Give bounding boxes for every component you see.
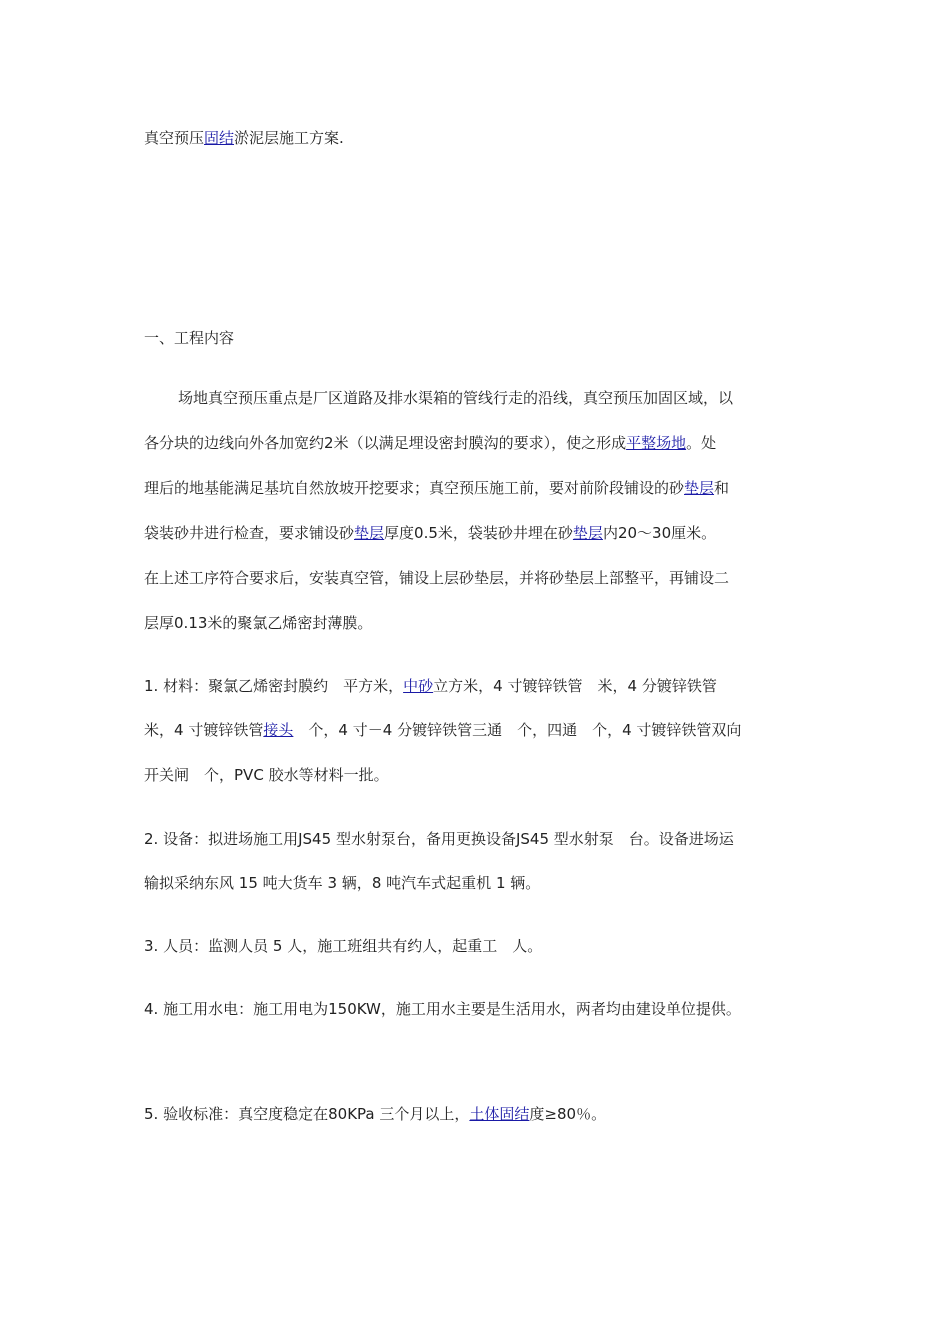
list-text: ％。 [576, 1105, 607, 1123]
list-text: 胶水等材料一批。 [268, 766, 389, 784]
paragraph-text: 层厚 [144, 614, 175, 632]
paragraph-number: 0.13 [174, 614, 208, 632]
list-text: 吨大货车 [262, 874, 323, 892]
link-jietou[interactable]: 接头 [263, 721, 294, 739]
list-number: 5 [272, 937, 283, 955]
list-text: 型水射泵 台。设备进场运 [553, 830, 734, 848]
list-number: 2. [144, 830, 159, 848]
list-item-1-line-2 [144, 720, 741, 740]
list-text: 寸－ [352, 721, 383, 739]
paragraph-number: 20～30 [617, 524, 672, 542]
list-number: 5. [144, 1105, 159, 1123]
list-text: 立方米， [433, 677, 494, 695]
list-number: 4 [622, 721, 632, 739]
paragraph-text: 各分块的边线向外各加宽约 [144, 434, 325, 452]
list-text: 人员：监测人员 [163, 937, 269, 955]
list-item-5 [144, 1104, 606, 1124]
list-number: 4 [174, 721, 184, 739]
list-text: 材料：聚氯乙烯密封膜约 平方米， [163, 677, 404, 695]
list-text: 寸镀锌铁管双向 [636, 721, 742, 739]
document-title [144, 128, 344, 148]
list-number: 1 [495, 874, 506, 892]
paragraph-number: 0.5 [414, 524, 438, 542]
paragraph-text: 理后的地基能满足基坑自然放坡开挖要求；真空预压施工前，要对前阶段铺设的砂 [144, 479, 685, 497]
paragraph-line-6 [144, 613, 372, 633]
list-number: 8 [371, 874, 382, 892]
list-text: 分镀锌铁管三通 个，四通 个， [397, 721, 623, 739]
paragraph-line-1 [178, 388, 733, 408]
list-text: 米， [144, 721, 175, 739]
title-text-end: 淤泥层施工方案. [234, 129, 344, 147]
list-number: 4 [338, 721, 348, 739]
list-number: 3. [144, 937, 159, 955]
paragraph-line-5 [144, 568, 729, 588]
paragraph-text: 米的聚氯乙烯密封薄膜。 [207, 614, 373, 632]
list-text: 吨汽车式起重机 [386, 874, 492, 892]
list-number: 4. [144, 1000, 159, 1018]
list-number: 15 [238, 874, 258, 892]
section-heading [144, 328, 234, 348]
list-item-3 [144, 936, 542, 956]
paragraph-line-3 [144, 478, 729, 498]
link-pingzheng-changdi[interactable]: 平整场地 [626, 434, 687, 452]
list-text: 型水射泵台，备用更换设备 [335, 830, 516, 848]
list-text: 度≥ [529, 1105, 557, 1123]
link-dianceng[interactable]: 垫层 [354, 524, 385, 542]
link-dianceng[interactable]: 垫层 [684, 479, 715, 497]
list-item-2-line-2 [144, 873, 540, 893]
section-heading-text: 一、工程内容 [144, 329, 235, 347]
list-text: 开关闸 个， [144, 766, 235, 784]
paragraph-text: 袋装砂井进行检查，要求铺设砂 [144, 524, 355, 542]
list-number: 80KPa [328, 1105, 375, 1123]
list-item-4 [144, 999, 741, 1019]
list-number: PVC [234, 766, 264, 784]
list-text: 寸镀锌铁管 [188, 721, 264, 739]
paragraph-number: 2 [324, 434, 334, 452]
list-text: ，施工用水主要是生活用水，两者均由建设单位提供。 [380, 1000, 741, 1018]
paragraph-text: 厚度 [384, 524, 415, 542]
paragraph-line-4 [144, 523, 716, 543]
paragraph-text: 内 [602, 524, 618, 542]
list-number: 1. [144, 677, 159, 695]
list-text: 辆。 [510, 874, 541, 892]
list-text: 输拟采纳东风 [144, 874, 235, 892]
title-link-guje[interactable]: 固结 [204, 129, 235, 147]
list-item-1-line-1 [144, 676, 717, 696]
paragraph-text: 。处 [686, 434, 717, 452]
paragraph-text: 场地真空预压重点是厂区道路及排水渠箱的管线行走的沿线，真空预压加固区域，以 [178, 389, 734, 407]
paragraph-text: 米（以满足埋设密封膜沟的要求），使之形成 [333, 434, 627, 452]
list-number: 4 [627, 677, 638, 695]
paragraph-line-2 [144, 433, 716, 453]
title-text: 真空预压 [144, 129, 205, 147]
list-number: JS45 [515, 830, 549, 848]
list-text: 分镀锌铁管 [641, 677, 717, 695]
list-number: 4 [493, 677, 503, 695]
paragraph-text: 厘米。 [671, 524, 717, 542]
list-number: JS45 [298, 830, 332, 848]
list-text: 辆， [341, 874, 372, 892]
list-number: 150KW [328, 1000, 381, 1018]
list-text: 施工用水电：施工用电为 [163, 1000, 329, 1018]
list-number: 3 [327, 874, 338, 892]
list-text: 个， [293, 721, 339, 739]
link-dianceng[interactable]: 垫层 [572, 524, 603, 542]
list-number: 4 [382, 721, 393, 739]
list-item-1-line-3 [144, 765, 389, 785]
list-text: 三个月以上， [379, 1105, 470, 1123]
list-text: 设备：拟进场施工用 [163, 830, 299, 848]
paragraph-text: 米，袋装砂井埋在砂 [437, 524, 573, 542]
list-text: 寸镀锌铁管 米， [507, 677, 628, 695]
list-number: 80 [557, 1105, 577, 1123]
link-tuti-guje[interactable]: 土体固结 [469, 1105, 530, 1123]
paragraph-text: 在上述工序符合要求后，安装真空管，铺设上层砂垫层，并将砂垫层上部整平，再铺设二 [144, 569, 730, 587]
paragraph-text: 和 [714, 479, 730, 497]
list-text: 人，施工班组共有约人，起重工 人。 [287, 937, 543, 955]
list-item-2-line-1 [144, 829, 734, 849]
list-text: 验收标准：真空度稳定在 [163, 1105, 329, 1123]
link-zhongsha[interactable]: 中砂 [403, 677, 434, 695]
